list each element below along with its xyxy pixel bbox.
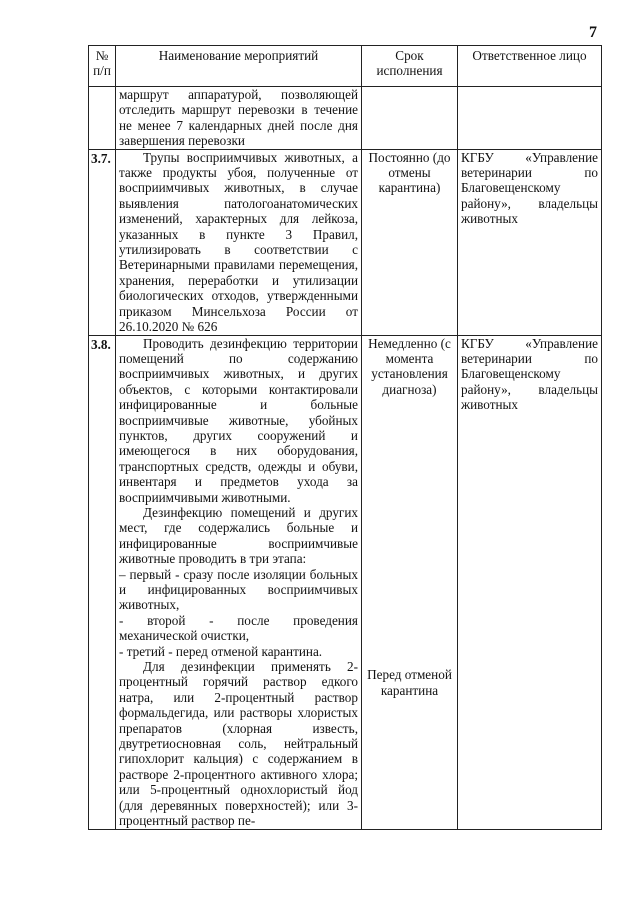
measure-paragraph: Проводить дезинфекцию территории помещений по содержанию восприимчивых животных, и других объектов, с которыми контактировали инфицированные и больные восприимчивые животные, убойных пунктов, других сооружений и имеющегося в них оборудования, транспортных средств, одежды и обуви, инвентаря и предметов ухода за восприимчивыми животными. xyxy=(119,335,358,505)
row-measure xyxy=(116,87,362,150)
table-row xyxy=(89,149,602,335)
row-term xyxy=(362,87,458,150)
responsible-text: КГБУ «Управление ветеринарии по Благовещенскому району», владельцы животных xyxy=(461,335,598,413)
responsible-text: КГБУ «Управление ветеринарии по Благовещенскому району», владельцы животных xyxy=(461,149,598,227)
row-number xyxy=(89,87,116,150)
page-number: 7 xyxy=(589,24,597,41)
measure-paragraph: маршрут аппаратурой, позволяющей отследить маршрут перевозки в течение не менее 7 календарных дней после дня завершения перевозки xyxy=(119,87,358,149)
header-term: Срок исполнения xyxy=(362,46,458,87)
measure-paragraph: Трупы восприимчивых животных, а также продукты убоя, полученные от восприимчивых животных, в случае выявления патологоанатомических изменений, характерных для лейкоза, указанных в пункте 3 Правил, утилизировать в соответствии с Ветеринарными правилами перемещения, хранения, переработки и утилизации биологических отходов, утвержденными приказом Минсельхоза России от 26.10.2020 № 626 xyxy=(119,149,358,335)
header-responsible: Ответственное лицо xyxy=(458,46,602,87)
row-responsible xyxy=(458,149,602,335)
row-number: 3.8. xyxy=(89,335,116,829)
row-measure xyxy=(116,149,362,335)
measure-paragraph: - второй - после проведения механической очистки, xyxy=(119,612,358,644)
term-text: Немедленно (с момента установления диагноза) xyxy=(368,335,451,397)
measure-paragraph: – первый - сразу после изоляции больных и инфицированных восприимчивых животных, xyxy=(119,566,358,613)
term-text: Перед отменой карантина xyxy=(367,667,452,698)
row-responsible xyxy=(458,87,602,150)
row-number: 3.7. xyxy=(89,149,116,335)
table-row xyxy=(89,335,602,829)
measures-table xyxy=(88,45,602,830)
table-header-row xyxy=(89,46,602,87)
measure-paragraph: Дезинфекцию помещений и других мест, где содержались больные и инфицированные восприимчивые животные проводить в три этапа: xyxy=(119,504,358,567)
row-responsible xyxy=(458,335,602,829)
header-num: № п/п xyxy=(89,46,116,87)
row-term xyxy=(362,149,458,335)
measure-paragraph: Для дезинфекции применять 2-процентный горячий раствор едкого натра, или 2-процентный раствор формальдегида, или растворы хлористых препаратов (хлорная известь, двутретиосновная соль, нейтральный гипохлорит кальция) с содержанием в растворе 2-процентного активного хлора; или 5-процентный однохлористый йод (для деревянных поверхностей); или 3-процентный раствор пе- xyxy=(119,659,358,829)
term-text: Постоянно (до отмены карантина) xyxy=(368,149,451,196)
table-row xyxy=(89,87,602,150)
row-measure xyxy=(116,335,362,829)
measure-paragraph: - третий - перед отменой карантина. xyxy=(119,643,323,659)
row-term xyxy=(362,335,458,829)
header-name: Наименование мероприятий xyxy=(116,46,362,87)
